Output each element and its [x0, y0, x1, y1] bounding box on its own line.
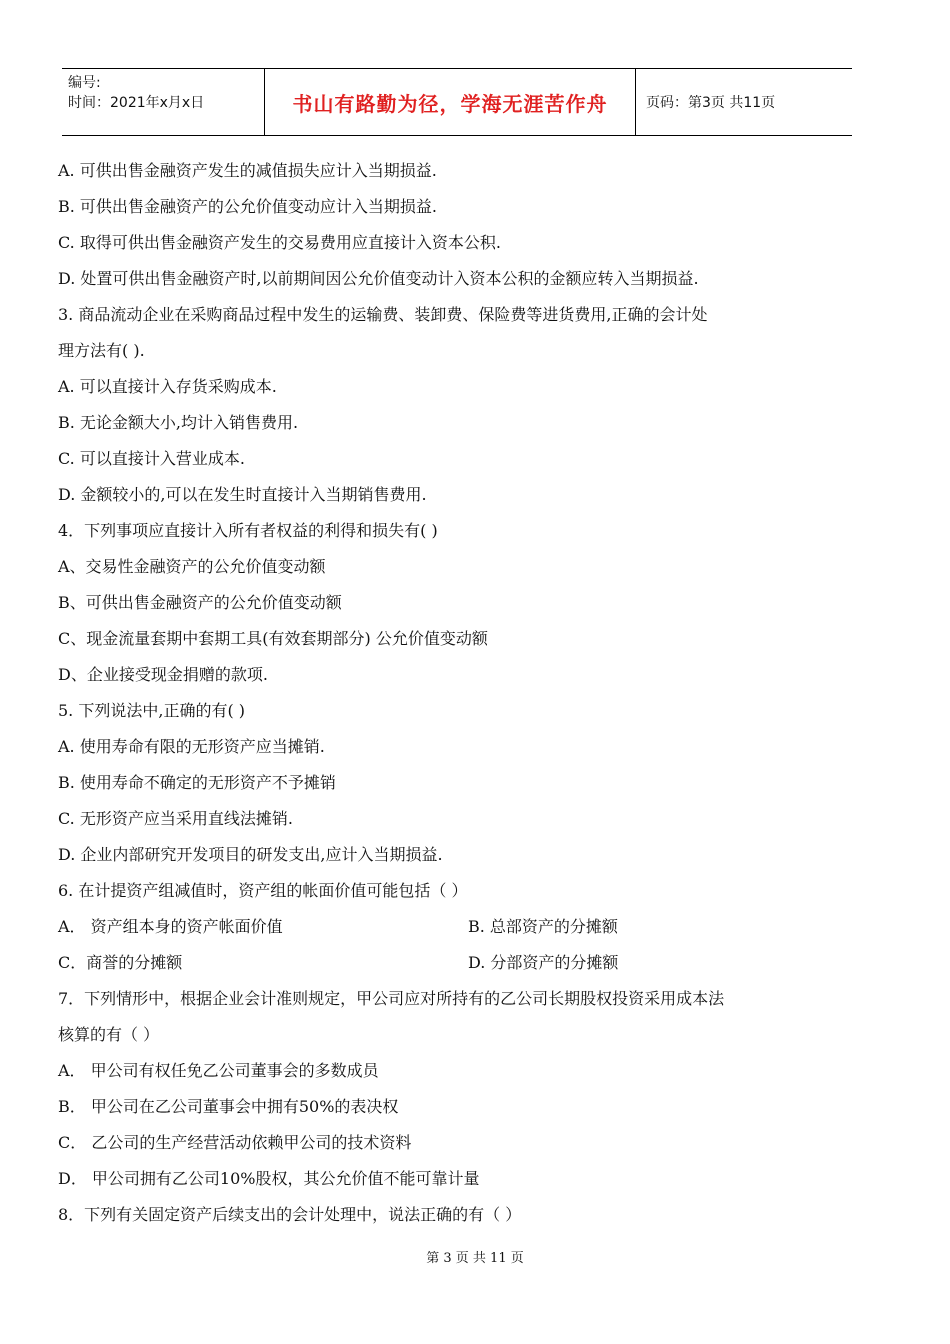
text-line: D. 处置可供出售金融资产时,以前期间因公允价值变动计入资本公积的金额应转入当期损益.	[58, 269, 699, 288]
page-header	[62, 68, 852, 136]
text-line: 理方法有( ).	[58, 341, 145, 360]
q6-option-a: A． 资产组本身的资产帐面价值	[58, 917, 283, 936]
doc-time-label: 时间：2021年x月x日	[68, 95, 205, 111]
question-6: 6. 在计提资产组减值时，资产组的帐面价值可能包括（ ）	[58, 881, 468, 900]
text-line: C. 可以直接计入营业成本.	[58, 449, 245, 468]
doc-number-label: 编号:	[68, 75, 101, 91]
header-page-label: 页码：第3页 共11页	[646, 95, 776, 111]
text-line: A. 可以直接计入存货采购成本.	[58, 377, 277, 396]
text-line: C、现金流量套期中套期工具(有效套期部分) 公允价值变动额	[58, 629, 488, 648]
text-line: D． 甲公司拥有乙公司10%股权，其公允价值不能可靠计量	[58, 1169, 480, 1188]
q6-options-row-1	[58, 912, 858, 948]
q6-option-c: C．商誉的分摊额	[58, 953, 183, 972]
text-line: A. 使用寿命有限的无形资产应当摊销.	[58, 737, 325, 756]
text-line: A、交易性金融资产的公允价值变动额	[58, 557, 326, 576]
text-line: C． 乙公司的生产经营活动依赖甲公司的技术资料	[58, 1133, 412, 1152]
document-body	[58, 156, 858, 1236]
question-8: 8．下列有关固定资产后续支出的会计处理中，说法正确的有（ ）	[58, 1205, 522, 1224]
q6-option-b: B. 总部资产的分摊额	[468, 917, 618, 936]
q6-options-row-2	[58, 948, 858, 984]
question-7: 7．下列情形中，根据企业会计准则规定，甲公司应对所持有的乙公司长期股权投资采用成本法	[58, 989, 725, 1008]
text-line: C. 无形资产应当采用直线法摊销.	[58, 809, 293, 828]
header-motto-cell	[264, 69, 636, 135]
text-line: A． 甲公司有权任免乙公司董事会的多数成员	[58, 1061, 379, 1080]
text-line: 核算的有（ ）	[58, 1025, 160, 1044]
header-page-cell	[636, 69, 852, 135]
text-line: B. 可供出售金融资产的公允价值变动应计入当期损益.	[58, 197, 438, 216]
question-4: 4．下列事项应直接计入所有者权益的利得和损失有( )	[58, 521, 438, 540]
text-line: A. 可供出售金融资产发生的减值损失应计入当期损益.	[58, 161, 437, 180]
question-3: 3. 商品流动企业在采购商品过程中发生的运输费、装卸费、保险费等进货费用,正确的会计处	[58, 305, 708, 324]
text-line: B. 使用寿命不确定的无形资产不予摊销	[58, 773, 336, 792]
header-motto: 书山有路勤为径，学海无涯苦作舟	[292, 91, 608, 116]
text-line: C. 取得可供出售金融资产发生的交易费用应直接计入资本公积.	[58, 233, 501, 252]
text-line: D. 企业内部研究开发项目的研发支出,应计入当期损益.	[58, 845, 443, 864]
header-meta	[62, 69, 264, 135]
text-line: B． 甲公司在乙公司董事会中拥有50%的表决权	[58, 1097, 399, 1116]
text-line: D. 金额较小的,可以在发生时直接计入当期销售费用.	[58, 485, 427, 504]
text-line: B、可供出售金融资产的公允价值变动额	[58, 593, 342, 612]
page-footer: 第 3 页 共 11 页	[426, 1251, 524, 1266]
text-line: D、企业接受现金捐赠的款项.	[58, 665, 268, 684]
question-5: 5. 下列说法中,正确的有( )	[58, 701, 246, 720]
q6-option-d: D. 分部资产的分摊额	[468, 953, 619, 972]
text-line: B. 无论金额大小,均计入销售费用.	[58, 413, 299, 432]
